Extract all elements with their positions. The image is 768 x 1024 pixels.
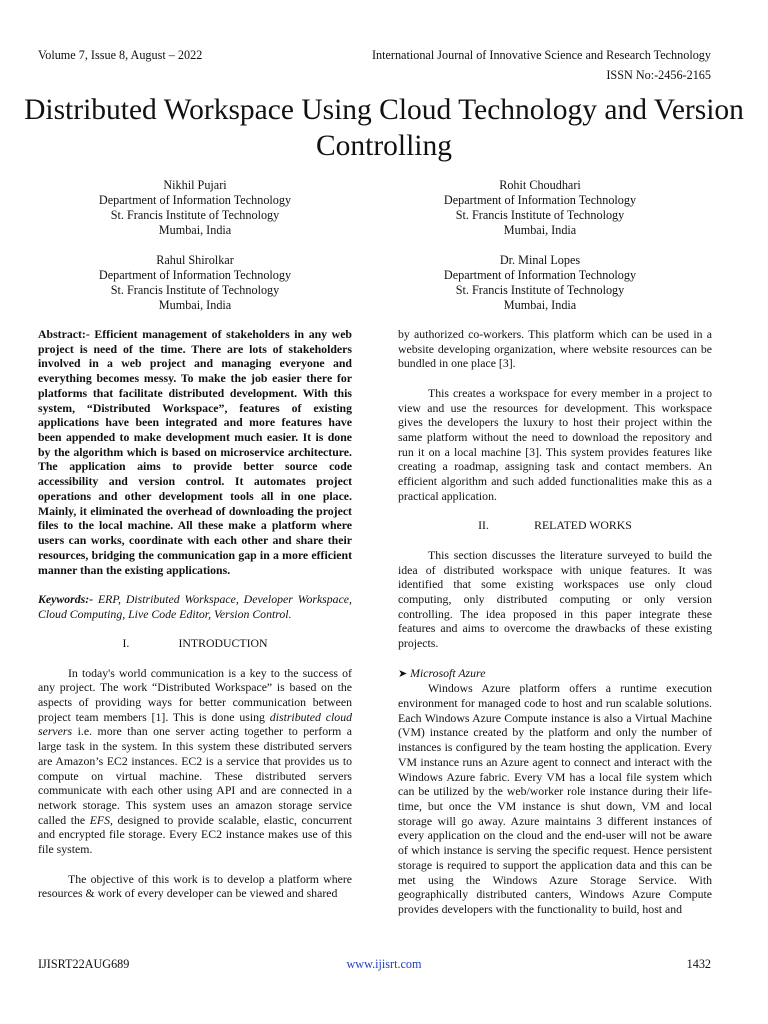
intro-paragraph-1 — [38, 666, 352, 857]
intro-paragraph-2: The objective of this work is to develop a platform where resources & work of every developer can be viewed and shared — [38, 871, 352, 901]
author-inst: St. Francis Institute of Technology — [110, 208, 280, 222]
arrow-bullet-icon: ➤ — [398, 667, 408, 680]
author-name: Nikhil Pujari — [163, 178, 227, 192]
subsection-title: Microsoft Azure — [410, 665, 486, 680]
abstract-label: Abstract:- — [38, 327, 90, 341]
author-dept: Department of Information Technology — [98, 193, 292, 207]
author-block-4 — [380, 253, 700, 313]
author-loc: Mumbai, India — [503, 298, 577, 312]
section-heading-introduction — [38, 636, 352, 651]
footer-page-number: 1432 — [686, 957, 711, 971]
paper-title: Distributed Workspace Using Cloud Technology and Version Controlling — [24, 94, 744, 162]
intro-text: i.e. more than one server acting together to perform a large task in the system. In this system these distributed servers are Amazon’s EC2 instances. EC2 is a service that provides us to compute on virtual machine. These distributed servers communicate with each other using API and are connected in a network storage. This system uses an amazon storage service called the — [38, 724, 352, 827]
related-works-paragraph: This section discusses the literature surveyed to build the idea of distributed workspace with unique features. It was identified that some existing workspaces use only cloud computing, only distributed computing or only version controlling. The idea proposed in this paper integrate these features and aims to overcome the drawbacks of these existing projects. — [398, 547, 712, 651]
workspace-paragraph: This creates a workspace for every member in a project to view and use the resources for development. This workspace gives the developers the luxury to host their project within the same platform without the need to download the repository and run it on a local machine [3]. This system provides features like creating a roadmap, assigning task and contact members. An efficient algorithm and such added functionalities make this as a practical application. — [398, 385, 712, 503]
section-number: I. — [122, 636, 130, 651]
continued-paragraph: by authorized co-workers. This platform which can be used in a website developing organization, where website resources can be bundled in one place [3]. — [398, 327, 712, 371]
intro-text: In today's world communication is a key to the success of any project. The work “Distributed Workspace” is based on the aspects of providing ways for better communication between project team members [1]. This is done using — [38, 665, 352, 724]
author-inst: St. Francis Institute of Technology — [455, 208, 625, 222]
subsection-microsoft-azure — [398, 666, 712, 682]
author-inst: St. Francis Institute of Technology — [110, 283, 280, 297]
abstract-text-b: , features of existing applications have been integrated and more features have been appended to make development much easier. It is done by the algorithm which is based on microservice architecture. The application aims to provide better source code accessibility and version control. It automates project operations and other development tools all in one place. Mainly, it eliminated the overhead of downloading the project files to the local machine. All these make a platform where users can works, coordinate with each other and share their resources, bridging the communication gap in a more efficient manner than the existing applications. — [38, 400, 352, 577]
left-column — [38, 327, 352, 901]
keywords — [38, 592, 352, 621]
azure-paragraph: Windows Azure platform offers a runtime execution environment for managed code to host and run scalable solutions. Each Windows Azure Compute instance is also a Virtual Machine (VM) instance created by the platform and only the number of instances is configured by the team hosting the application. Every VM instance runs an Azure agent to connect and interact with the Windows Azure fabric. Every VM has a local file system which can be utilized by the web/worker role instance during their life-time, but once the VM instance is shut down, VM and local storage will go away. Azure maintains 3 different instances of every application on the cloud and the end-user will not be aware of which instance is serving the specific request. Hence persistent storage is required to support the application data and this can be met using the Windows Azure Storage Service. With geographically distributed canters, Windows Azure Compute provides developers with the functionality to build, host and — [398, 681, 712, 917]
footer-paper-id: IJISRT22AUG689 — [38, 957, 130, 971]
author-block-2 — [380, 178, 700, 238]
intro-emphasis: EFS — [89, 812, 111, 827]
author-loc: Mumbai, India — [503, 223, 577, 237]
section-title: INTRODUCTION — [178, 636, 268, 651]
author-block-3 — [35, 253, 355, 313]
abstract-system-name: “Distributed Workspace” — [86, 400, 225, 415]
section-number: II. — [478, 518, 489, 533]
author-dept: Department of Information Technology — [443, 268, 637, 282]
keywords-text: ERP, Distributed Workspace, Developer Workspace, Cloud Computing, Live Code Editor, Version Control. — [38, 591, 352, 621]
intro-emphasis: distributed cloud servers — [38, 709, 353, 739]
author-block-1 — [35, 178, 355, 238]
intro-text: , designed to provide scalable, elastic, concurrent and encrypted file storage. Every EC2 instance makes use of this file system. — [38, 812, 352, 857]
author-loc: Mumbai, India — [158, 223, 232, 237]
author-loc: Mumbai, India — [158, 298, 232, 312]
keywords-label: Keywords:- — [38, 591, 94, 606]
author-dept: Department of Information Technology — [98, 268, 292, 282]
section-heading-related-works — [398, 518, 712, 533]
author-name: Dr. Minal Lopes — [499, 253, 581, 267]
abstract — [38, 327, 352, 577]
right-column — [398, 327, 712, 917]
header-volume: Volume 7, Issue 8, August – 2022 — [38, 48, 203, 62]
header-journal: International Journal of Innovative Science and Research Technology — [371, 48, 711, 62]
footer-url[interactable]: www.ijisrt.com — [346, 957, 422, 971]
abstract-text-a: Efficient management of stakeholders in any web project is need of the time. There are lots of stakeholders involved in a web project and managing everyone and everything becomes messy. To make the job easier there for platforms that facilitate distributed development. With this system, — [38, 327, 352, 415]
section-title: RELATED WORKS — [534, 518, 632, 533]
header-issn: ISSN No:-2456-2165 — [606, 68, 711, 82]
author-dept: Department of Information Technology — [443, 193, 637, 207]
author-name: Rohit Choudhari — [499, 178, 581, 192]
author-name: Rahul Shirolkar — [156, 253, 234, 267]
author-inst: St. Francis Institute of Technology — [455, 283, 625, 297]
